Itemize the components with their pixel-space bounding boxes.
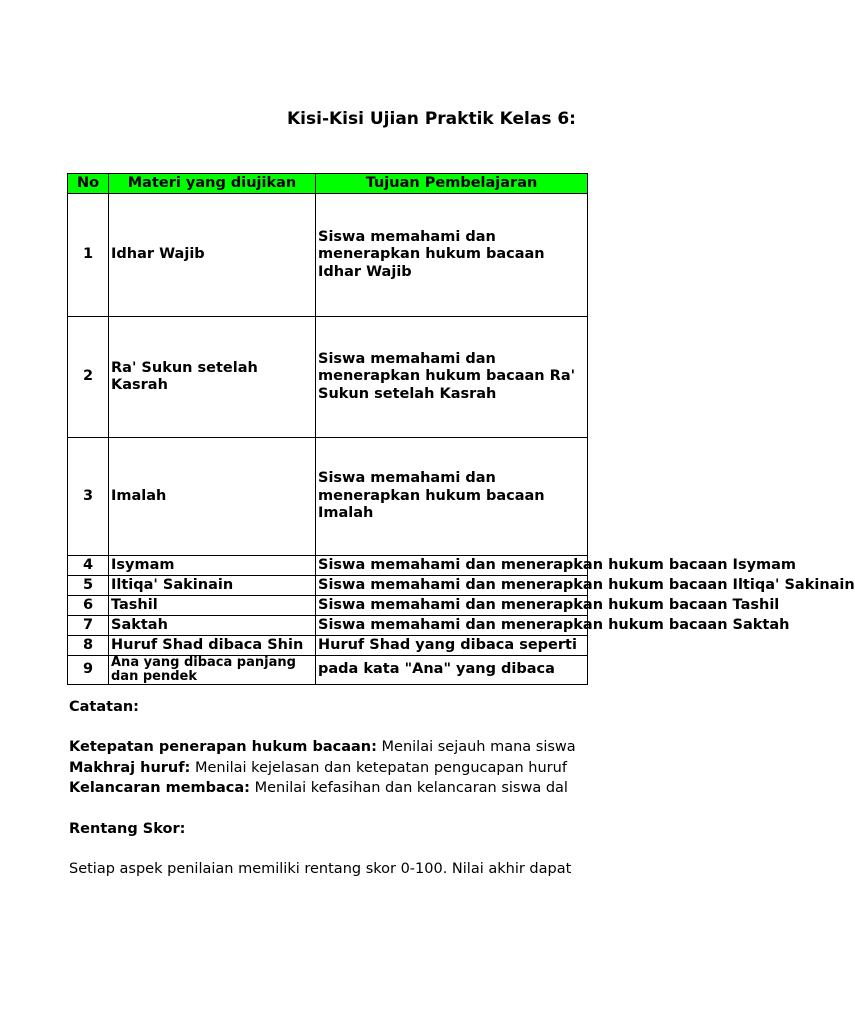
table-row (68, 596, 588, 616)
row-no: 7 (68, 616, 109, 636)
note-label: Kelancaran membaca: (69, 780, 250, 796)
header-materi: Materi yang diujikan (109, 174, 316, 194)
row-no: 5 (68, 576, 109, 596)
row-tujuan: Siswa memahami dan menerapkan hukum bacaan Isymam (316, 556, 588, 576)
table-row (68, 576, 588, 596)
row-materi: Idhar Wajib (109, 194, 316, 317)
row-tujuan: pada kata "Ana" yang dibaca (316, 656, 588, 685)
header-tujuan: Tujuan Pembelajaran (316, 174, 588, 194)
notes-heading: Catatan: (69, 699, 139, 715)
note-text: Menilai kefasihan dan kelancaran siswa dal (254, 780, 568, 796)
row-materi: Imalah (109, 438, 316, 556)
row-materi: Ana yang dibaca panjang dan pendek (109, 656, 316, 685)
row-no: 9 (68, 656, 109, 685)
note-label: Makhraj huruf: (69, 760, 191, 776)
table-row (68, 438, 588, 556)
note-item (69, 780, 587, 796)
row-tujuan: Siswa memahami dan menerapkan hukum bacaan Saktah (316, 616, 588, 636)
row-no: 8 (68, 636, 109, 656)
row-materi: Isymam (109, 556, 316, 576)
kisi-kisi-table (67, 173, 855, 685)
row-materi: Tashil (109, 596, 316, 616)
note-label: Ketepatan penerapan hukum bacaan: (69, 739, 377, 755)
row-materi: Huruf Shad dibaca Shin (109, 636, 316, 656)
table-row (68, 194, 588, 317)
row-no: 6 (68, 596, 109, 616)
row-tujuan: Siswa memahami dan menerapkan hukum bacaan Iltiqa' Sakinain (316, 576, 588, 596)
page-title: Kisi-Kisi Ujian Praktik Kelas 6: (287, 109, 576, 129)
note-item (69, 760, 587, 776)
table-row (68, 656, 588, 685)
row-tujuan: Siswa memahami dan menerapkan hukum bacaan Ra' Sukun setelah Kasrah (316, 317, 588, 438)
header-no: No (68, 174, 109, 194)
note-text: Menilai sejauh mana siswa (381, 739, 576, 755)
note-text: Menilai kejelasan dan ketepatan pengucapan huruf (194, 760, 567, 776)
row-no: 4 (68, 556, 109, 576)
row-no: 3 (68, 438, 109, 556)
row-materi: Ra' Sukun setelah Kasrah (109, 317, 316, 438)
range-text: Setiap aspek penilaian memiliki rentang skor 0-100. Nilai akhir dapat (69, 861, 572, 877)
row-tujuan: Huruf Shad yang dibaca seperti (316, 636, 588, 656)
row-no: 2 (68, 317, 109, 438)
row-tujuan: Siswa memahami dan menerapkan hukum bacaan Tashil (316, 596, 588, 616)
row-no: 1 (68, 194, 109, 317)
row-materi: Iltiqa' Sakinain (109, 576, 316, 596)
row-materi: Saktah (109, 616, 316, 636)
range-heading: Rentang Skor: (69, 821, 186, 837)
row-tujuan: Siswa memahami dan menerapkan hukum bacaan Imalah (316, 438, 588, 556)
table-header-row (68, 174, 588, 194)
note-item (69, 739, 587, 755)
table-row (68, 317, 588, 438)
row-tujuan: Siswa memahami dan menerapkan hukum bacaan Idhar Wajib (316, 194, 588, 317)
table-row (68, 556, 588, 576)
table-row (68, 636, 588, 656)
table-row (68, 616, 588, 636)
